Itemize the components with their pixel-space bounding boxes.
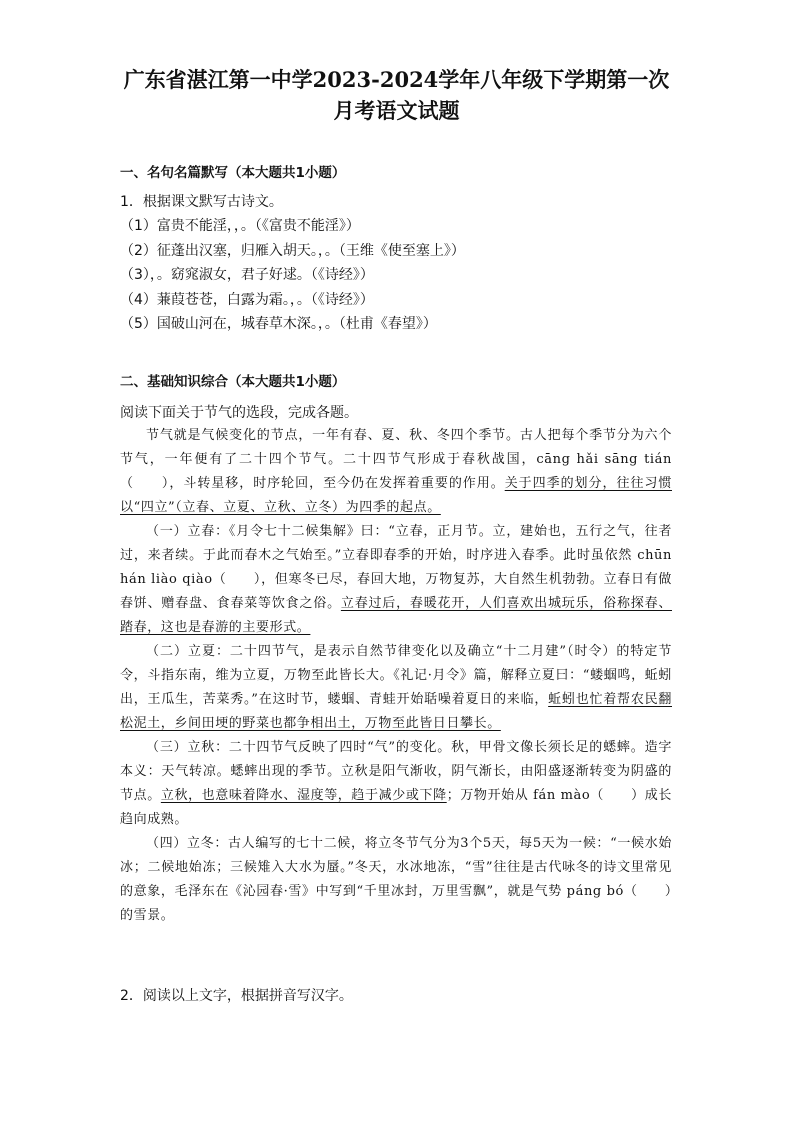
passage-paragraph-2 bbox=[120, 520, 672, 640]
reading-passage bbox=[120, 424, 672, 928]
question-2-prompt: 2．阅读以上文字，根据拼音写汉字。 bbox=[120, 988, 353, 1004]
question-1-prompt: 1．根据课文默写古诗文。 bbox=[120, 194, 283, 210]
paragraph-5-text: （四）立冬：古人编写的七十二候，将立冬节气分为3个5天，每5天为一候：“一候水始冰；二候地始冻；三候雉入大水为蜃。”冬天，水冰地冻，“雪”往往是古代咏冬的诗文里常见的意象，毛泽东在《沁园春·雪》中写到“千里冰封，万里雪飘”，就是气势 páng bó（ ）的雪景。 bbox=[120, 836, 672, 923]
page-title bbox=[0, 64, 793, 126]
paragraph-3-underlined: 蚯蚓也忙着帮农民翻松泥土，乡间田埂的野菜也都争相出土，万物至此皆日日攀长。 bbox=[120, 692, 672, 731]
question-1-item-5: （5）国破山河在，城春草木深。，。（杜甫《春望》） bbox=[120, 316, 437, 332]
paragraph-4-text: （三）立秋：二十四节气反映了四时“气”的变化。秋，甲骨文像长须长足的蟋蟀。造字本义：天气转凉。蟋蟀出现的季节。立秋是阳气渐收，阴气渐长，由阳盛逐渐转变为阴盛的节点。 bbox=[120, 740, 672, 803]
passage-paragraph-3 bbox=[120, 640, 672, 736]
passage-paragraph-5 bbox=[120, 832, 672, 928]
section-1-heading: 一、名句名篇默写（本大题共1小题） bbox=[120, 165, 346, 181]
passage-paragraph-1 bbox=[120, 424, 672, 520]
question-1-item-1: （1）富贵不能淫，，。（《富贵不能淫》） bbox=[120, 218, 360, 234]
title-line-2: 月考语文试题 bbox=[333, 98, 460, 123]
paragraph-1-underlined: 关于四季的划分，往往习惯以“四立”（立春、立夏、立秋、立冬）为四季的起点。 bbox=[120, 476, 672, 515]
section-2-heading: 二、基础知识综合（本大题共1小题） bbox=[120, 374, 346, 390]
question-1-item-2: （2）征蓬出汉塞，归雁入胡天。，。（王维《使至塞上》） bbox=[120, 243, 465, 259]
question-1-item-3: （3），。窈窕淑女，君子好逑。（《诗经》） bbox=[120, 267, 374, 283]
paragraph-1-text: 节气就是气候变化的节点，一年有春、夏、秋、冬四个季节。古人把每个季节分为六个节气，一年便有了二十四个节气。二十四节气形成于春秋战国，cāng hǎi sāng tián（ ），斗转星移，时序轮回，至今仍在发挥着重要的作用。 bbox=[120, 428, 672, 491]
paragraph-2-underlined: 立春过后，春暖花开，人们喜欢出城玩乐，俗称探春、踏春，这也是春游的主要形式。 bbox=[120, 596, 672, 635]
reading-intro: 阅读下面关于节气的选段，完成各题。 bbox=[120, 405, 358, 421]
paragraph-4-text-end: ；万物开始从 fán mào（ ）成长趋向成熟。 bbox=[120, 788, 672, 827]
paragraph-4-underlined: 立秋，也意味着降水、湿度等，趋于减少或下降 bbox=[160, 788, 447, 803]
paragraph-2-text: （一）立春：《月令七十二候集解》曰：“立春，正月节。立，建始也，五行之气，往者过，来者续。于此而春木之气始至。”立春即春季的开始，时序进入春季。此时虽依然 chūn hán liào qiào（ ），但寒冬已尽，春回大地，万物复苏，大自然生机勃勃。立春日有做春饼、赠春盘、食春菜等饮食之俗。 bbox=[120, 524, 672, 611]
paragraph-3-text: （二）立夏：二十四节气，是表示自然节律变化以及确立“十二月建”（时令）的特定节令，斗指东南，维为立夏，万物至此皆长大。《礼记·月令》篇，解释立夏曰：“蝼蝈鸣，蚯蚓出，王瓜生，苦菜秀。”在这时节，蝼蝈、青蛙开始聒噪着夏日的来临， bbox=[120, 644, 672, 707]
passage-paragraph-4 bbox=[120, 736, 672, 832]
question-1-item-4: （4）蒹葭苍苍，白露为霜。，。（《诗经》） bbox=[120, 292, 374, 308]
title-line-1: 广东省湛江第一中学2023-2024学年八年级下学期第一次 bbox=[123, 67, 670, 92]
